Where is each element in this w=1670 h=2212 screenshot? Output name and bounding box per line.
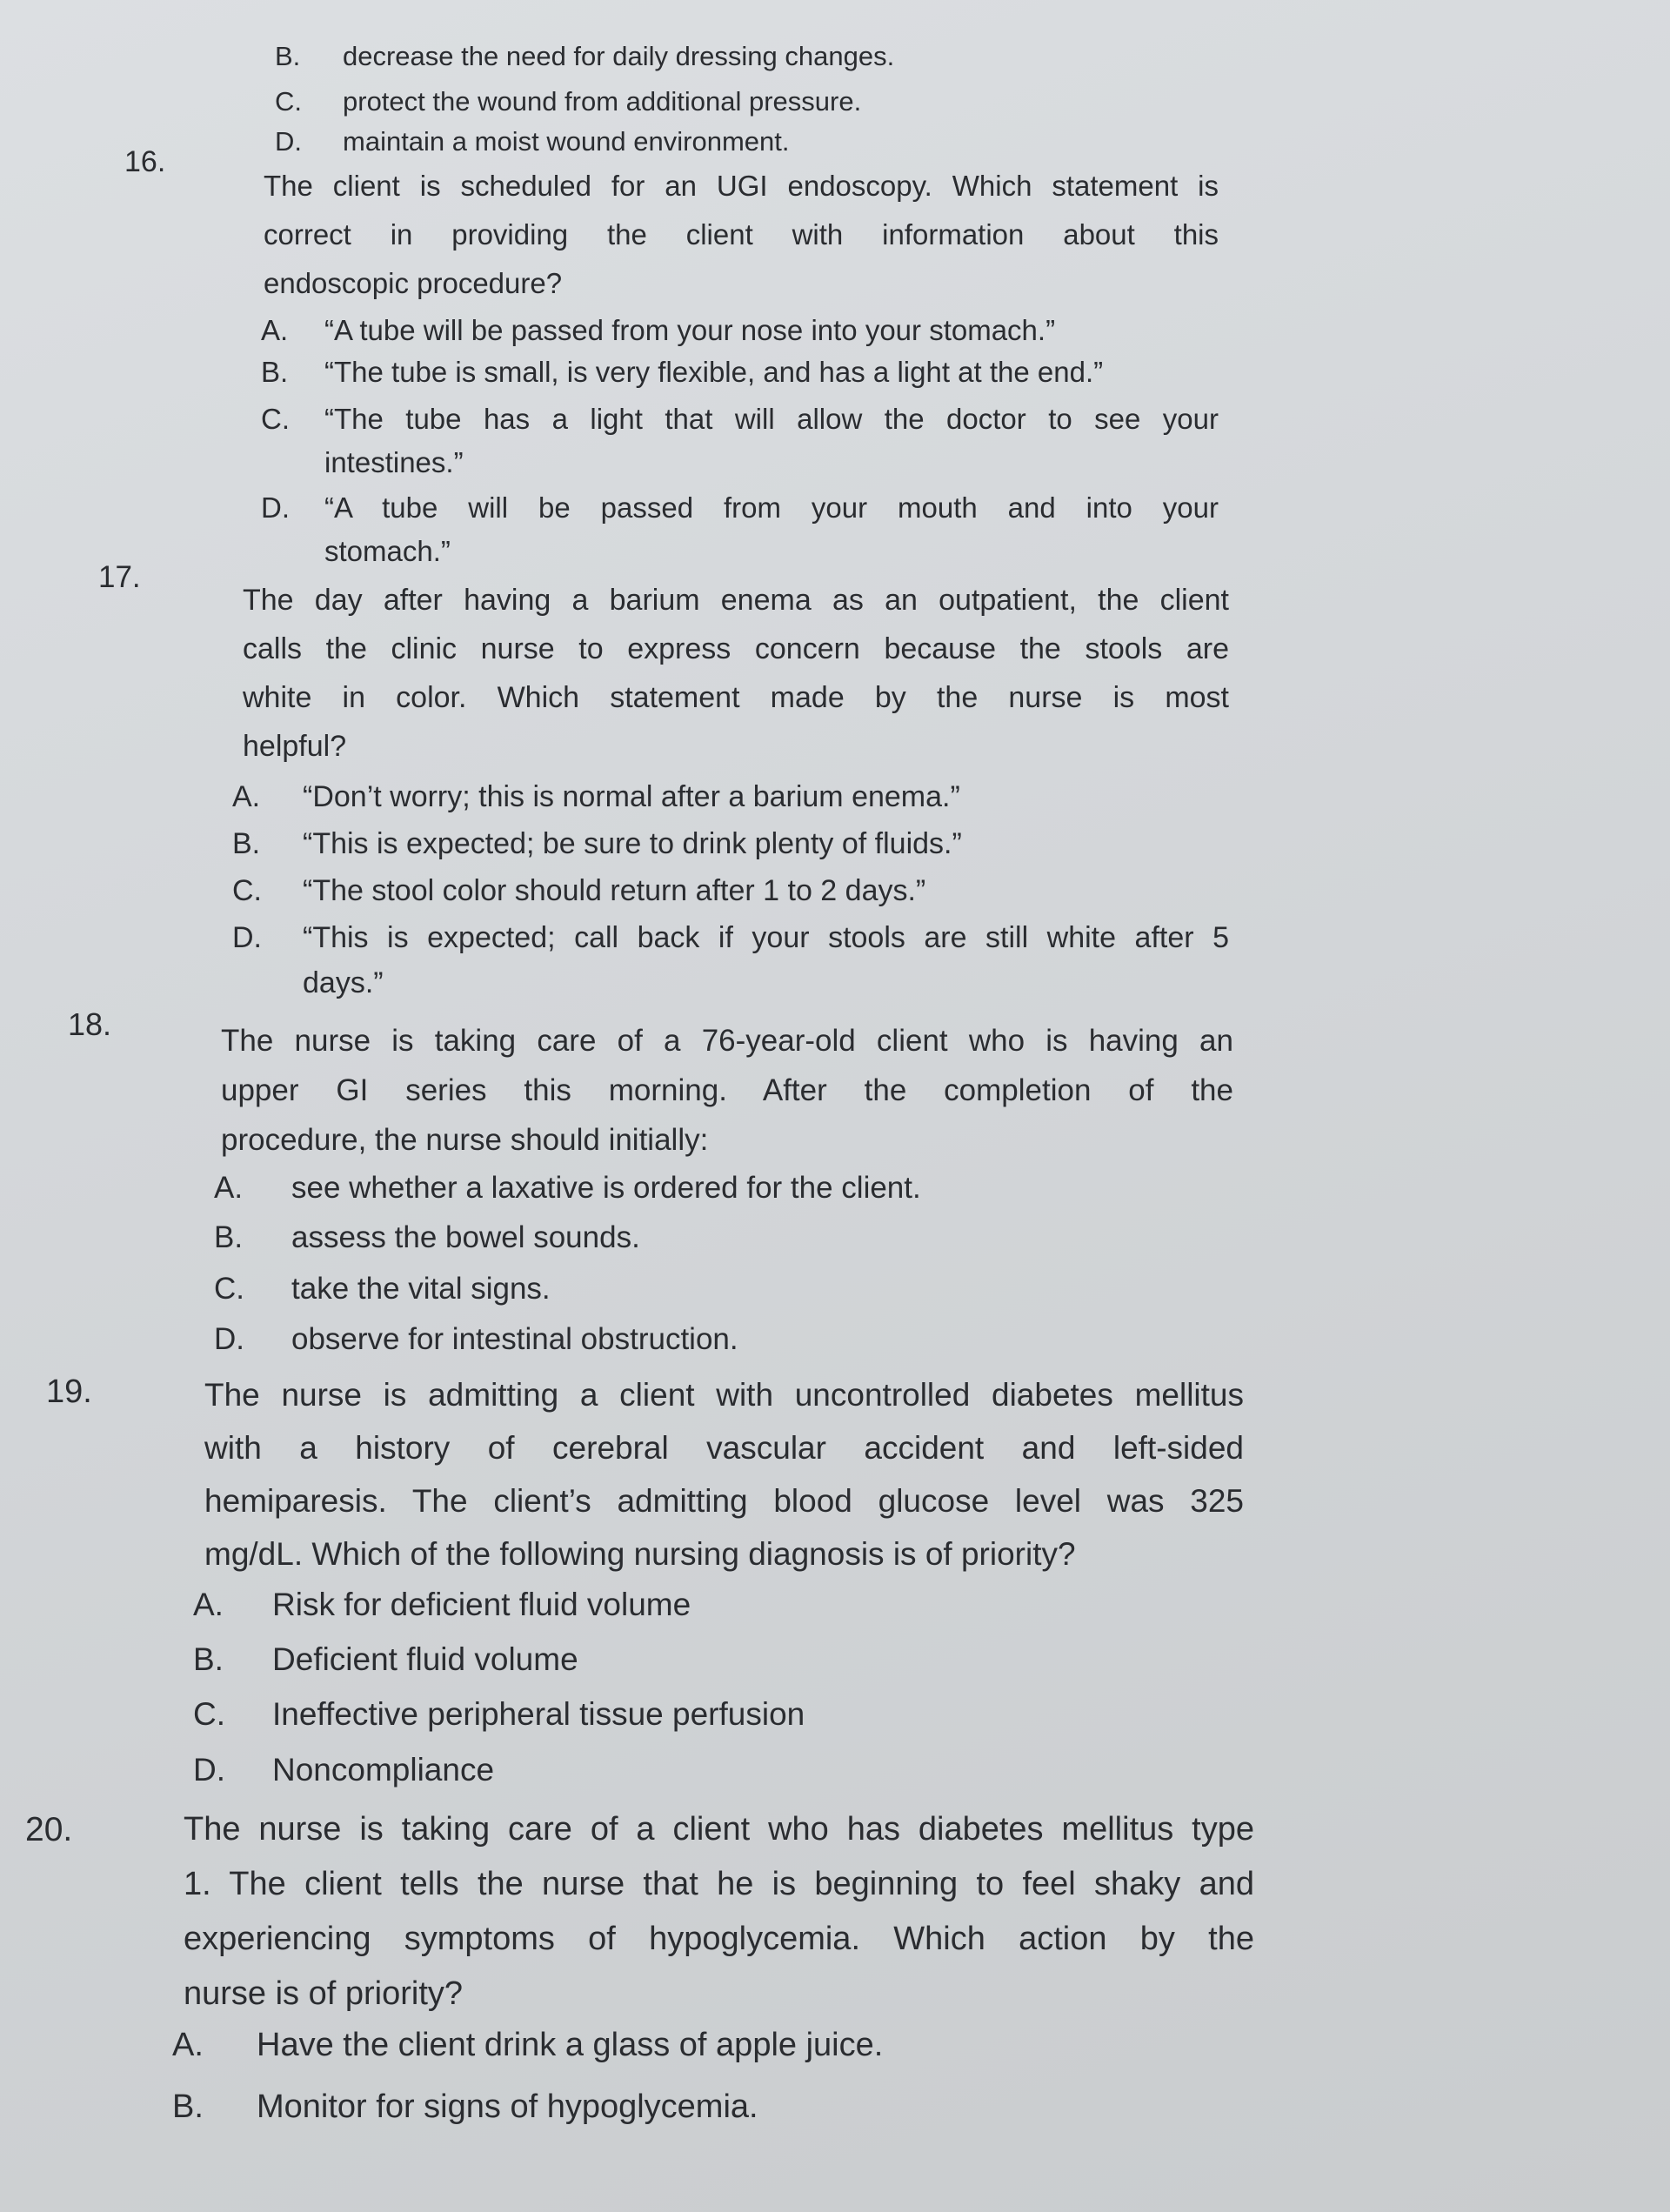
question-stem-line: 1. The client tells the nurse that he is beginning to feel shaky and: [184, 1866, 1254, 1902]
option-letter: C.: [261, 403, 290, 435]
question-stem-line: with a history of cerebral vascular accident and left-sided: [204, 1430, 1244, 1466]
option-text: Ineffective peripheral tissue perfusion: [272, 1696, 805, 1732]
option-letter: B.: [193, 1641, 224, 1677]
question-stem-line: hemiparesis. The client’s admitting blood glucose level was 325: [204, 1483, 1244, 1519]
option-letter: C.: [193, 1696, 225, 1732]
question-number: 20.: [25, 1811, 73, 1848]
question-stem-line: procedure, the nurse should initially:: [221, 1123, 709, 1157]
option-text: stomach.”: [324, 535, 451, 567]
option-letter: B.: [275, 41, 301, 71]
option-text: “A tube will be passed from your mouth and into your: [324, 491, 1219, 524]
option-text: “The tube has a light that will allow the doctor to see your: [324, 403, 1219, 435]
question-stem-line: The client is scheduled for an UGI endoscopy. Which statement is: [264, 170, 1219, 202]
option-text: “A tube will be passed from your nose into your stomach.”: [324, 314, 1056, 346]
question-number: 18.: [68, 1006, 112, 1042]
option-letter: D.: [275, 126, 302, 157]
option-letter: A.: [214, 1171, 244, 1205]
option-letter: C.: [232, 874, 262, 907]
option-letter: B.: [214, 1220, 244, 1254]
option-text: “Don’t worry; this is normal after a barium enema.”: [303, 780, 960, 813]
option-letter: B.: [261, 356, 289, 388]
option-text: take the vital signs.: [291, 1272, 551, 1306]
question-stem-line: helpful?: [243, 730, 347, 763]
question-stem-line: nurse is of priority?: [184, 1975, 464, 2012]
option-text: “The tube is small, is very flexible, and has a light at the end.”: [324, 356, 1104, 388]
option-letter: D.: [232, 921, 262, 954]
option-text: observe for intestinal obstruction.: [291, 1322, 738, 1356]
option-letter: B.: [232, 827, 261, 860]
option-text: Risk for deficient fluid volume: [272, 1587, 691, 1622]
option-letter: A.: [172, 2027, 204, 2063]
question-stem-line: The nurse is taking care of a 76-year-old client who is having an: [221, 1024, 1233, 1058]
question-stem-line: The day after having a barium enema as an outpatient, the client: [243, 584, 1229, 617]
option-letter: D.: [261, 491, 290, 524]
option-text: assess the bowel sounds.: [291, 1220, 640, 1254]
question-stem-line: correct in providing the client with information about this: [264, 218, 1219, 251]
question-stem-line: The nurse is admitting a client with uncontrolled diabetes mellitus: [204, 1377, 1244, 1413]
option-text: “This is expected; call back if your stools are still white after 5: [303, 921, 1229, 954]
option-letter: A.: [193, 1587, 224, 1622]
option-text: see whether a laxative is ordered for the client.: [291, 1171, 921, 1205]
question-stem-line: upper GI series this morning. After the completion of the: [221, 1073, 1233, 1107]
option-text: intestines.”: [324, 446, 464, 478]
option-text: Deficient fluid volume: [272, 1641, 578, 1677]
option-text: decrease the need for daily dressing changes.: [343, 41, 895, 71]
option-letter: A.: [232, 780, 261, 813]
option-letter: B.: [172, 2088, 204, 2125]
question-stem-line: endoscopic procedure?: [264, 267, 563, 299]
option-letter: C.: [275, 86, 302, 117]
option-letter: C.: [214, 1272, 244, 1306]
option-text: days.”: [303, 966, 384, 999]
option-letter: D.: [193, 1752, 225, 1788]
question-stem-line: calls the clinic nurse to express concern because the stools are: [243, 632, 1229, 665]
question-stem-line: The nurse is taking care of a client who has diabetes mellitus type: [184, 1811, 1254, 1848]
question-number: 19.: [46, 1373, 92, 1410]
question-number: 17.: [98, 560, 141, 594]
question-stem-line: mg/dL. Which of the following nursing diagnosis is of priority?: [204, 1536, 1076, 1572]
option-text: maintain a moist wound environment.: [343, 126, 790, 157]
question-number: 16.: [124, 145, 166, 178]
option-text: Have the client drink a glass of apple juice.: [257, 2027, 884, 2063]
option-text: Noncompliance: [272, 1752, 495, 1788]
option-text: Monitor for signs of hypoglycemia.: [257, 2088, 758, 2125]
option-letter: D.: [214, 1322, 244, 1356]
option-letter: A.: [261, 314, 289, 346]
option-text: “The stool color should return after 1 to 2 days.”: [303, 874, 926, 907]
question-stem-line: white in color. Which statement made by the nurse is most: [243, 681, 1229, 714]
option-text: protect the wound from additional pressure.: [343, 86, 862, 117]
option-text: “This is expected; be sure to drink plenty of fluids.”: [303, 827, 962, 860]
question-stem-line: experiencing symptoms of hypoglycemia. Which action by the: [184, 1921, 1254, 1957]
